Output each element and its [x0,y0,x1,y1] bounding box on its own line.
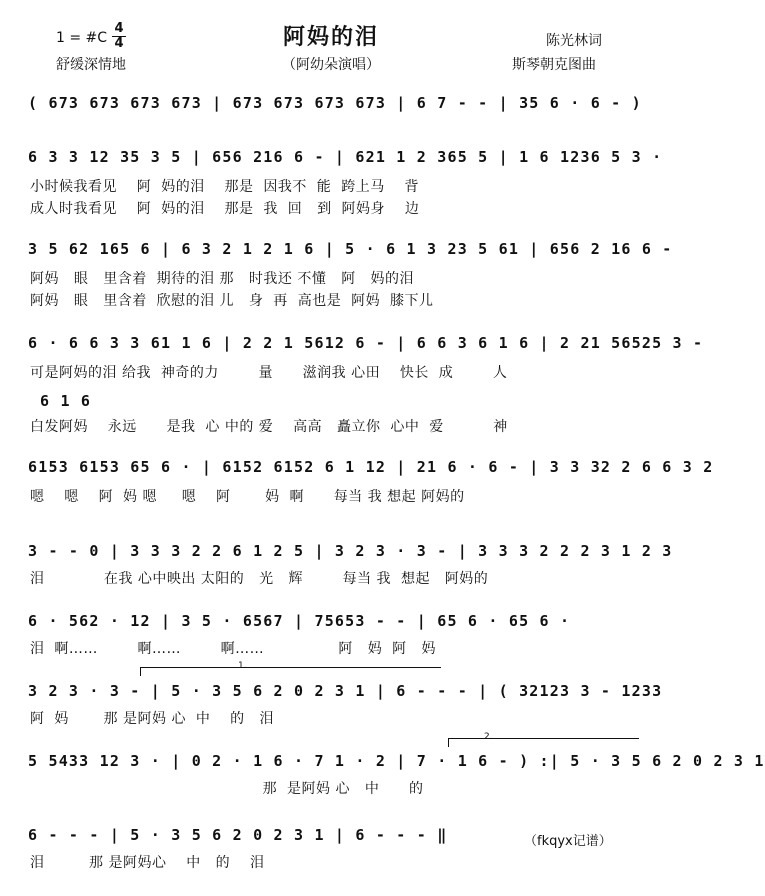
notation-line-alt: 6 1 6 [40,392,92,410]
key-text: 1 = #C [56,30,108,46]
notation-line: ( 673 673 673 673 | 673 673 673 673 | 6 7 - - | 35 6 · 6 - ) [28,94,642,112]
lyric-line-1: 泪 那 是阿妈心 中 的 泪 [30,855,265,871]
transcriber-credit: （fkqyx记谱） [524,834,612,849]
composer: 斯琴朝克图曲 [512,57,596,73]
lyric-line-1: 那 是阿妈 心 中 的 [30,781,424,797]
notation-line: 6 - - - | 5 · 3 5 6 2 0 2 3 1 | 6 - - - ‖ [28,826,448,844]
notation-line: 6153 6153 65 6 · | 6152 6152 6 1 12 | 21 6 · 6 - | 3 3 32 2 6 6 3 2 [28,458,714,476]
lyric-line-2: 阿妈 眼 里含着 欣慰的泪 儿 身 再 高也是 阿妈 膝下儿 [30,293,434,309]
key-signature [56,30,107,46]
page-title: 阿妈的泪 [283,25,380,50]
notation-line: 3 2 3 · 3 - | 5 · 3 5 6 2 0 2 3 1 | 6 - - - | ( 32123 3 - 1233 [28,682,663,700]
lyric-line-2: 白发阿妈 永远 是我 心 中的 爱 高高 矗立你 心中 爱 神 [30,419,508,435]
volta-2-label: 2. [484,732,493,742]
singer: （阿幼朵演唱） [282,57,380,73]
lyric-line-1: 阿妈 眼 里含着 期待的泪 那 时我还 不懂 阿 妈的泪 [30,271,415,287]
time-sig-top: 4 [114,21,124,36]
tempo-marking: 舒缓深情地 [56,57,126,73]
lyric-line-1: 泪 在我 心中映出 太阳的 光 辉 每当 我 想起 阿妈的 [30,571,489,587]
lyric-line-1: 可是阿妈的泪 给我 神奇的力 量 滋润我 心田 快长 成 人 [30,365,508,381]
notation-line: 3 5 62 165 6 | 6 3 2 1 2 1 6 | 5 · 6 1 3 23 5 61 | 656 2 16 6 - [28,240,673,258]
lyric-line-1: 嗯 嗯 阿 妈 嗯 嗯 阿 妈 啊 每当 我 想起 阿妈的 [30,489,465,505]
lyric-line-1: 小时候我看见 阿 妈的泪 那是 因我不 能 跨上马 背 [30,179,420,195]
notation-line: 6 3 3 12 35 3 5 | 656 216 6 - | 621 1 2 365 5 | 1 6 1236 5 3 · [28,148,663,166]
notation-line: 6 · 6 6 3 3 61 1 6 | 2 2 1 5612 6 - | 6 6 3 6 1 6 | 2 21 56525 3 - [28,334,704,352]
time-sig-bottom: 4 [112,36,126,51]
notation-line: 6 · 562 · 12 | 3 5 · 6567 | 75653 - - | 65 6 · 65 6 · [28,612,571,630]
lyricist: 陈光林词 [546,33,602,49]
volta-bracket-1 [140,667,441,676]
volta-bracket-2 [448,738,639,747]
time-signature [112,22,126,51]
lyric-line-2: 成人时我看见 阿 妈的泪 那是 我 回 到 阿妈身 边 [30,201,420,217]
notation-line: 3 - - 0 | 3 3 3 2 2 6 1 2 5 | 3 2 3 · 3 - | 3 3 3 2 2 2 3 1 2 3 [28,542,673,560]
lyric-line-1: 阿 妈 那 是阿妈 心 中 的 泪 [30,711,275,727]
notation-line: 5 5433 12 3 · | 0 2 · 1 6 · 7 1 · 2 | 7 · 1 6 - ) :| 5 · 3 5 6 2 0 2 3 1 [28,752,765,770]
lyric-line-1: 泪 啊…… 啊…… 啊…… 阿 妈 阿 妈 [30,641,436,657]
volta-1-label: 1. [238,661,247,671]
